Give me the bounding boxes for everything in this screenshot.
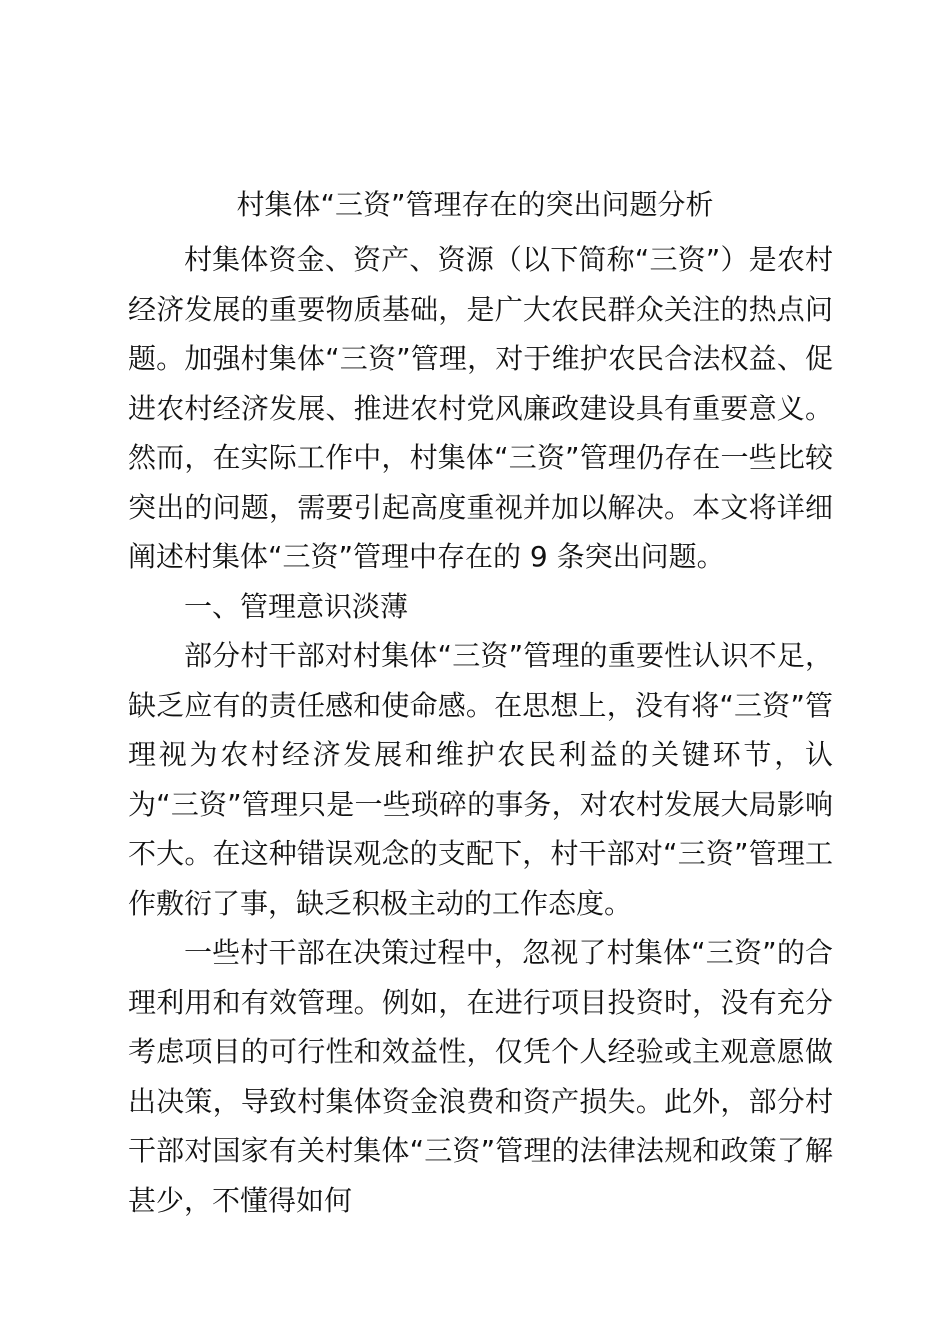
- document-title: 村集体“三资”管理存在的突出问题分析: [236, 188, 714, 221]
- document-body: [128, 235, 833, 1225]
- paragraph-intro: 村集体资金、资产、资源（以下简称“三资”）是农村经济发展的重要物质基础，是广大农民群众关注的热点问题。加强村集体“三资”管理，对于维护农民合法权益、促进农村经济发展、推进农村党风廉政建设具有重要意义。然而，在实际工作中，村集体“三资”管理仍存在一些比较突出的问题，需要引起高度重视并加以解决。本文将详细阐述村集体“三资”管理中存在的 9 条突出问题。: [128, 243, 833, 573]
- paragraph: 一些村干部在决策过程中，忽视了村集体“三资”的合理利用和有效管理。例如，在进行项目投资时，没有充分考虑项目的可行性和效益性，仅凭个人经验或主观意愿做出决策，导致村集体资金浪费和资产损失。此外，部分村干部对国家有关村集体“三资”管理的法律法规和政策了解甚少，不懂得如何: [128, 936, 833, 1217]
- section-heading: 一、管理意识淡薄: [184, 589, 409, 623]
- paragraph: 部分村干部对村集体“三资”管理的重要性认识不足，缺乏应有的责任感和使命感。在思想上，没有将“三资”管理视为农村经济发展和维护农民利益的关键环节，认为“三资”管理只是一些琐碎的事务，对农村发展大局影响不大。在这种错误观念的支配下，村干部对“三资”管理工作敷衍了事，缺乏积极主动的工作态度。: [128, 639, 833, 920]
